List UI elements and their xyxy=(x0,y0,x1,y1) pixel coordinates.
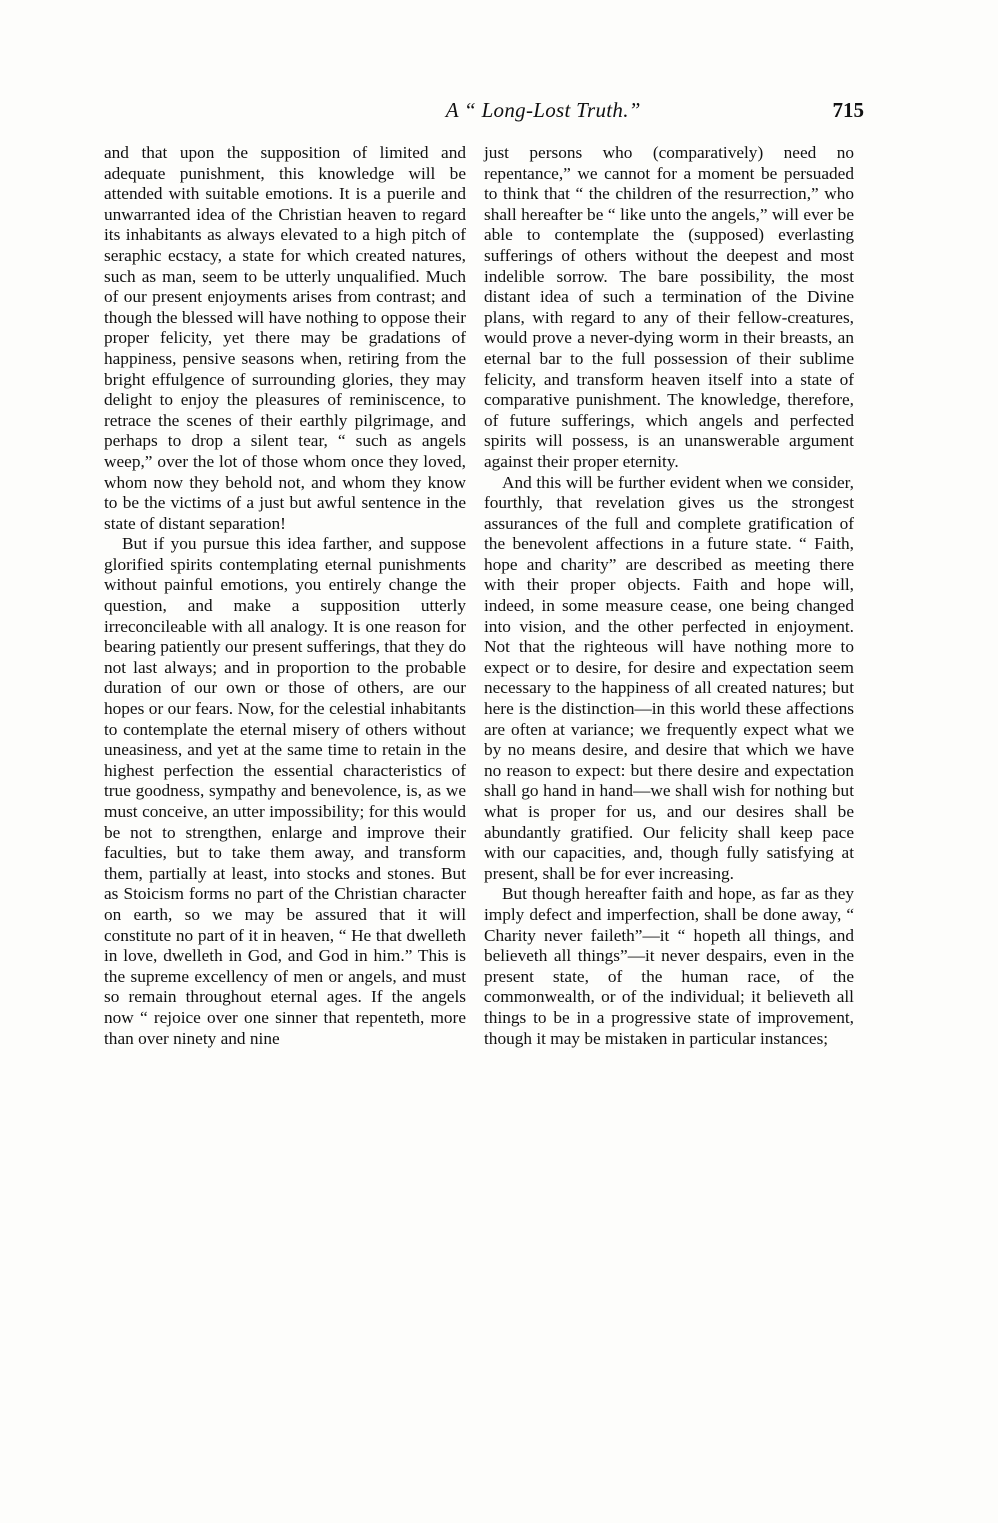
page-number: 715 xyxy=(832,98,864,122)
paragraph: just persons who (comparatively) need no repentance,” we cannot for a moment be persuaded to think that “ the children of the resurrection,” who shall hereafter be “ like unto the angels,” will ever be able to contemplate the (supposed) everlasting sufferings of others without the deepest and most indelible sorrow. The bare possibility, the most distant idea of such a termination of the Divine plans, with regard to any of their fellow-creatures, would prove a never-dying worm in their breasts, an eternal bar to the full possession of their sublime felicity, and transform heaven itself into a state of comparative punishment. The knowledge, therefore, of future sufferings, which angels and perfected spirits will possess, is an unanswerable argument against their proper eternity. xyxy=(484,143,854,471)
paragraph: But though hereafter faith and hope, as far as they imply defect and imperfection, shall be done away, “ Charity never faileth”—it “ hopeth all things, and believeth all things”—it never despairs, even in the present state, of the human race, of the commonwealth, or of the individual; it believeth all things to be in a progressive state of improvement, though it may be mistaken in particular instances; xyxy=(484,884,854,1048)
running-header xyxy=(104,98,864,132)
right-column xyxy=(484,143,854,1049)
paragraph: and that upon the supposition of limited and adequate punishment, this knowledge will be attended with suitable emotions. It is a puerile and unwarranted idea of the Christian heaven to regard its inhabitants as always elevated to a high pitch of seraphic ecstacy, a state for which created natures, such as man, seem to be utterly unqualified. Much of our present enjoyments arises from contrast; and though the blessed will have nothing to oppose their proper felicity, yet there may be gradations of happiness, pensive seasons when, retiring from the bright effulgence of surrounding glories, they may delight to enjoy the pleasures of reminiscence, to retrace the scenes of their earthly pilgrimage, and perhaps to drop a silent tear, “ such as angels weep,” over the lot of those whom once they loved, whom now they behold not, and whom they know to be the victims of a just but awful sentence in the state of distant separation! xyxy=(104,143,466,533)
running-title: A “ Long-Lost Truth.” xyxy=(445,98,641,122)
paragraph: But if you pursue this idea farther, and suppose glorified spirits contemplating eternal punishments without painful emotions, you entirely change the question, and make a supposition utterly irreconcileable with all analogy. It is one reason for bearing patiently our present sufferings, that they do not last always; and in proportion to the probable duration of our own or those of others, are our hopes or our fears. Now, for the celestial inhabitants to contemplate the eternal misery of others without uneasiness, and yet at the same time to retain in the highest perfection the essential characteristics of true goodness, sympathy and benevolence, is, as we must conceive, an utter impossibility; for this would be not to strengthen, enlarge and improve their faculties, but to take them away, and transform them, partially at least, into stocks and stones. But as Stoicism forms no part of the Christian character on earth, so we may be assured that it will constitute no part of it in heaven, “ He that dwelleth in love, dwelleth in God, and God in him.” This is the supreme excellency of men or angels, and must so remain throughout eternal ages. If the angels now “ rejoice over one sinner that repenteth, more than over ninety and nine xyxy=(104,534,466,1048)
paragraph: And this will be further evident when we consider, fourthly, that revelation gives us the strongest assurances of the full and complete gratification of the benevolent affections in a future state. “ Faith, hope and charity” are described as meeting there with their proper objects. Faith and hope will, indeed, in some measure cease, one being changed into vision, and the other perfected in enjoyment. Not that the righteous will have nothing more to expect or to desire, for desire and expectation seem necessary to the happiness of all created natures; but here is the distinction—in this world these affections are often at variance; we frequently expect what we by no means desire, and desire that which we have no reason to expect: but there desire and expectation shall go hand in hand—we shall wish for nothing but what is proper for us, and our desires shall be abundantly gratified. Our felicity shall keep pace with our capacities, and, though fully satisfying at present, shall be for ever increasing. xyxy=(484,472,854,883)
left-column xyxy=(104,143,466,1049)
